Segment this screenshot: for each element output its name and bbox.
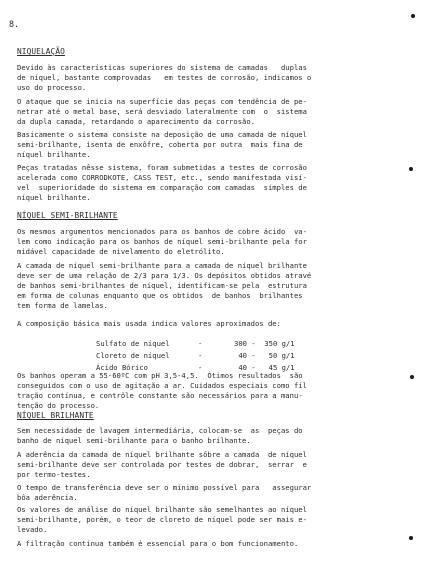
paragraph: O ataque que se inicia na superfície das peças com tendência de pe- netrar até o metal base, será desviado lateralmente com o sistema da dupla camada, retardando o aparecimento da corrosão. [17, 97, 307, 126]
paragraph: A composição básica mais usada indica valores aproximados de: [17, 319, 281, 328]
section-heading-semi-brilhante: NÍQUEL SEMI-BRILHANTE [17, 211, 118, 220]
paragraph: Peças tratadas nêsse sistema, foram submetidas a testes de corrosão acelerada como CORRODKOTE, CASS TEST, etc., sendo manifestada visí- vel superioridade do sistema em comparação com camadas simples de níquel brilhante. [17, 163, 307, 202]
section-heading-brilhante: NÍQUEL BRILHANTE [17, 411, 94, 420]
component-name: Ácido Bórico [96, 362, 148, 372]
concentration-range: 40 - 45 g/1 [234, 362, 295, 372]
composition-row [96, 338, 334, 350]
paragraph: A camada de níquel semi-brilhante para a camada de níquel brilhante deve ser de uma relação de 2/3 para 1/3. Os depósitos obtidos atravé de banhos semi-brilhantes de níquel, identificam-se pela estrutura em forma de colunas enquanto que os obtidos de banhos brilhantes tem forma de lamelas. [17, 261, 312, 310]
composition-table [96, 338, 334, 373]
binder-hole-mark [411, 14, 415, 18]
paragraph: Os banhos operam a 55-60ºC com pH 3,5-4,5. Ótimos resultados são conseguidos com o uso de agitação a ar. Cuidados especiais como fil tração contínua, e contrôle constante são necessários para a manu- tenção do processo. [17, 371, 307, 410]
separator-dash: - [198, 350, 203, 360]
separator-dash: - [198, 339, 203, 348]
paragraph: Basicamente o sistema consiste na deposição de uma camada de níquel semi-brilhante, isenta de enxôfre, coberta por outra mais fina de níquel brilhante. [17, 130, 307, 159]
paragraph: A filtração contínua também é essencial para o bom funcionamento. [17, 539, 299, 548]
concentration-range: 40 - 50 g/1 [234, 350, 295, 360]
paragraph: Os mesmos argumentos mencionados para os banhos de cobre ácido va- lem como indicação para os banhos de níquel semi-brilhante pela for midável capacidade de nivelamento do eletrólito. [17, 227, 307, 256]
paragraph: O tempo de transferência deve ser o mínimo possível para assegurar bôa aderência. [17, 483, 312, 502]
paragraph: Devido às características superiores do sistema de camadas duplas de níquel, bastante comprovadas em testes de corrosão, indicamos o uso do processo. [17, 63, 312, 92]
paragraph: Os valores de análise do níquel brilhante são semelhantes ao níquel semi-brilhante, porém, o teor de cloreto de níquel pode ser mais e- levado. [17, 505, 307, 534]
component-name: Cloreto de níquel [96, 350, 170, 360]
page-number: 8. [9, 19, 20, 29]
separator-dash: - [198, 362, 203, 372]
section-heading-niquelacao: NIQUELAÇÃO [17, 47, 65, 56]
concentration-range: 300 - 350 g/1 [234, 339, 295, 348]
paragraph: Sem necessidade de lavagem intermediária, colocam-se as peças do banho de níquel semi-brilhante para o banho brilhante. [17, 426, 303, 445]
component-name: Sulfato de níquel [96, 339, 170, 348]
paragraph: A aderência da camada de níquel brilhante sôbre a camada de níquel semi-brilhante deve ser controlada por testes de dobrar, serrar e por termo-testes. [17, 450, 307, 479]
composition-row [96, 350, 334, 362]
